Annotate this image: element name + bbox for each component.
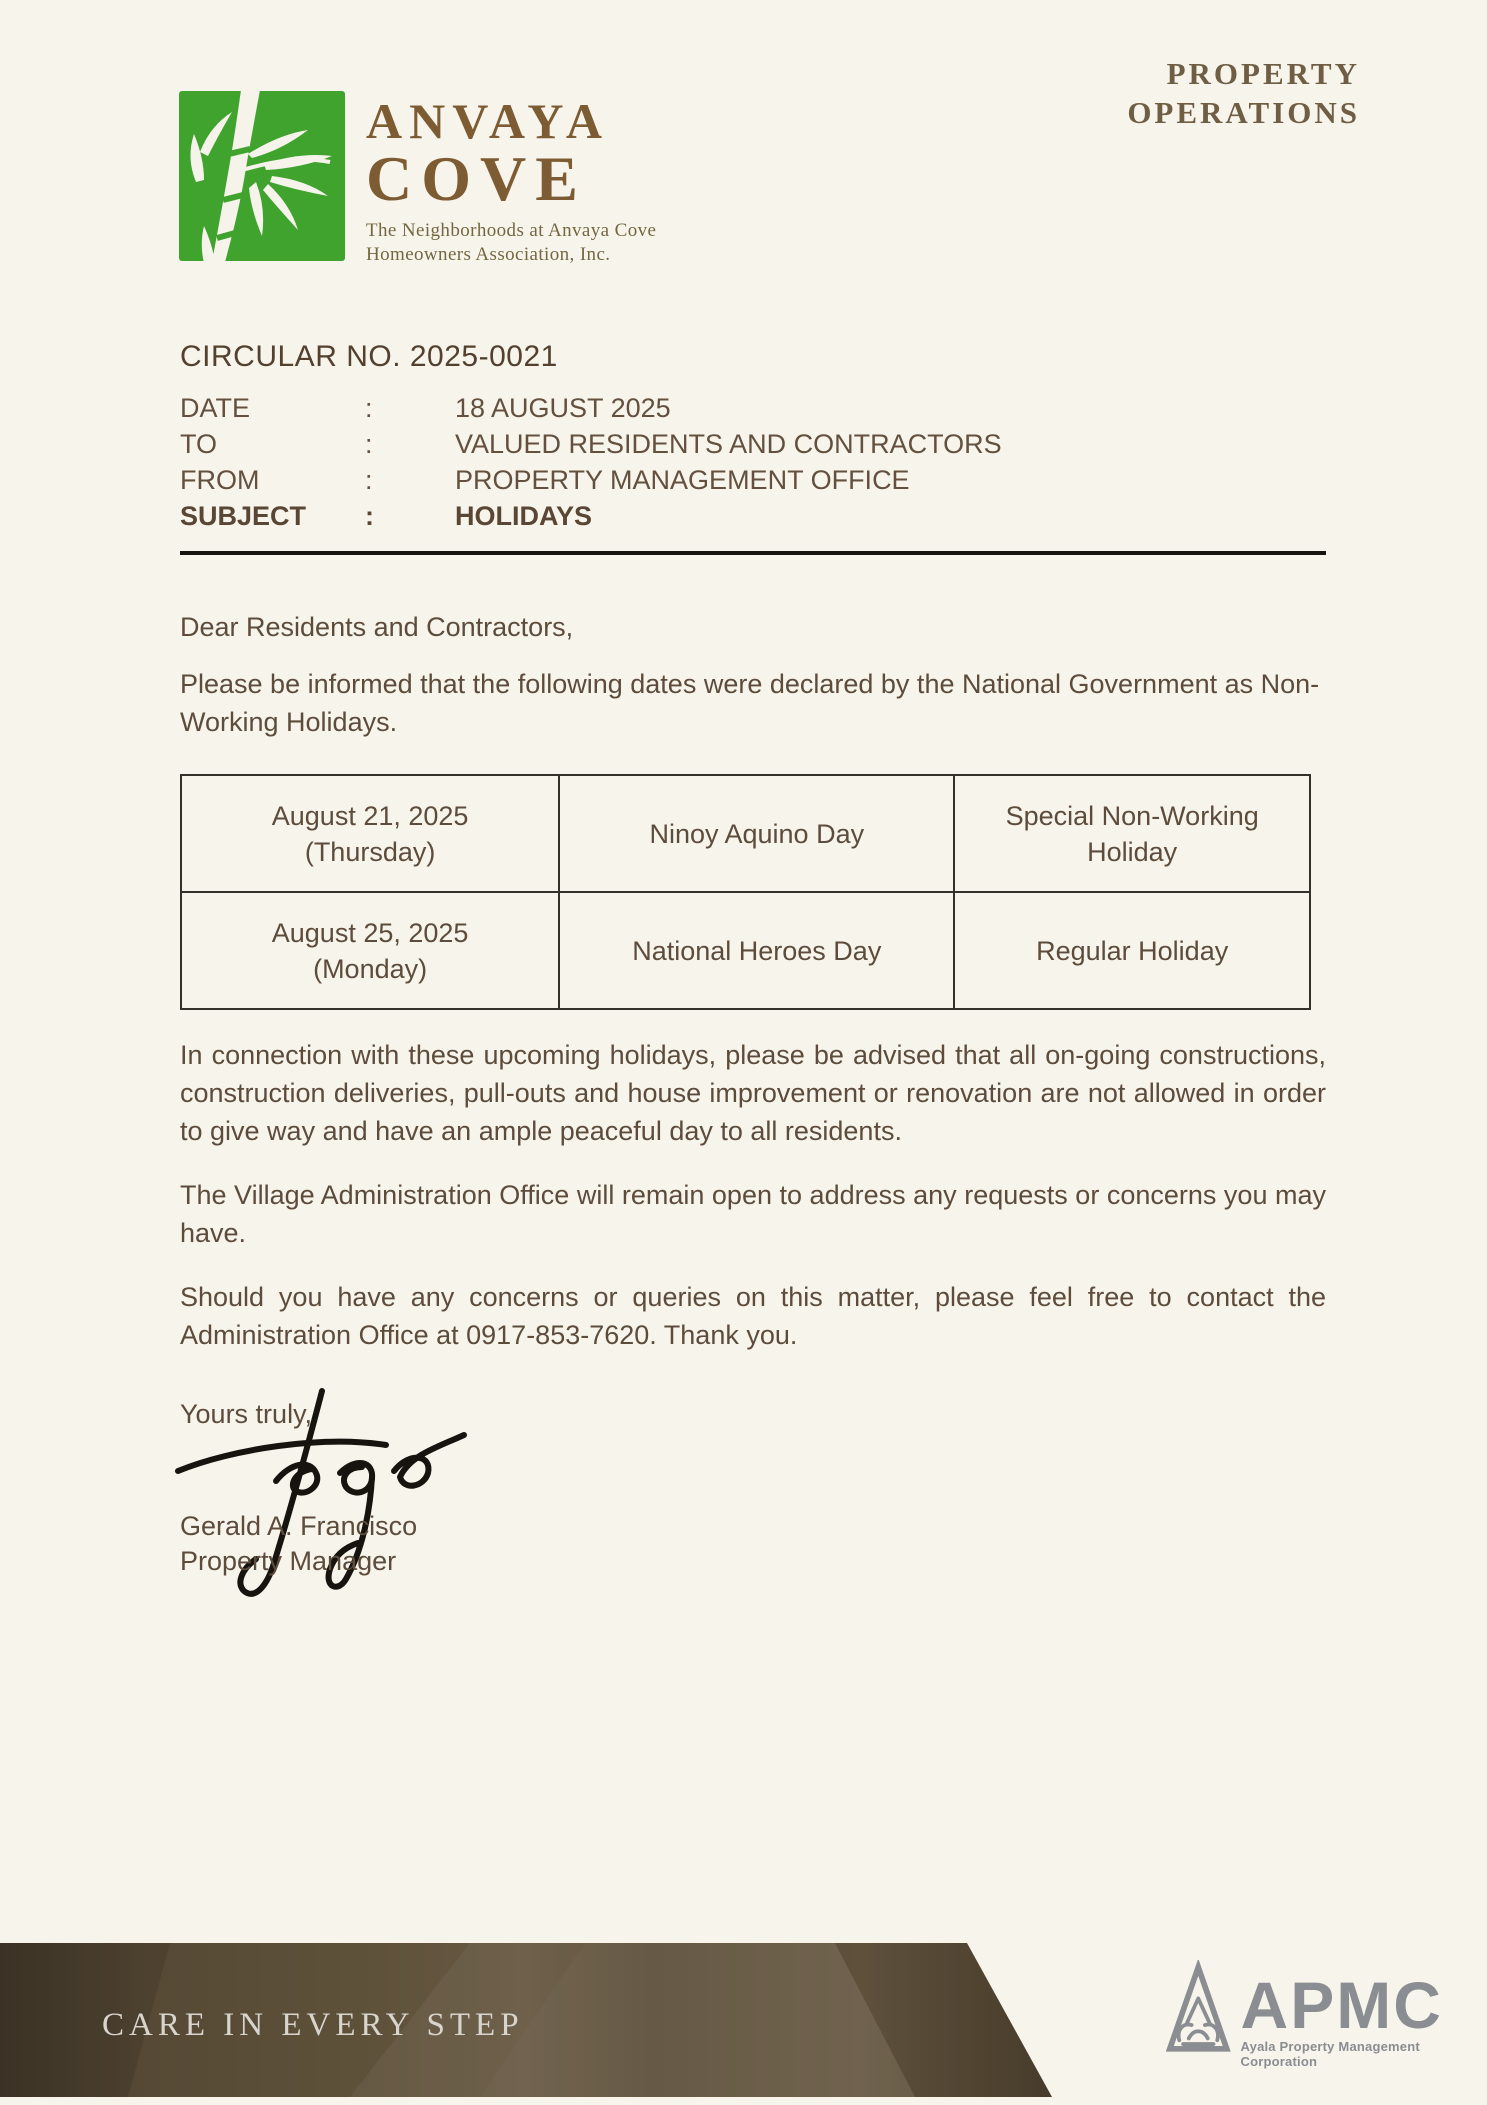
meta-value: VALUED RESIDENTS AND CONTRACTORS [455,429,1002,459]
apmc-text [1241,1960,1487,2069]
meta-row-date [180,390,1326,426]
salutation: Dear Residents and Contractors, [180,612,574,642]
apmc-triangle-icon [1166,1960,1231,2056]
meta-separator: : [365,465,373,495]
signatory-name: Gerald A. Francisco [180,1511,418,1541]
meta-value: 18 AUGUST 2025 [455,393,671,423]
brand-name-line2: COVE [366,143,587,214]
signatory-title: Property Manager [180,1546,397,1576]
holiday-type-cell: Special Non-Working Holiday [954,775,1310,892]
brand-text [366,90,656,267]
apmc-logo [1166,1960,1487,2069]
brand-tagline-line2: Homeowners Association, Inc. [366,244,611,265]
holiday-table [180,774,1311,1010]
holiday-day: (Thursday) [304,836,436,867]
holiday-date-cell [181,892,559,1009]
circular-number: CIRCULAR NO. 2025-0021 [180,340,558,373]
holiday-day: (Monday) [313,953,428,984]
meta-label: DATE [180,393,251,423]
paragraph-intro: Please be informed that the following dates were declared by the National Government as Non-Working Holidays. [180,669,1320,737]
apmc-wordmark: APMC [1240,1968,1443,2042]
holiday-date: August 21, 2025 [271,800,469,831]
department-title [1127,54,1360,132]
bamboo-icon [178,90,346,262]
meta-label: SUBJECT [180,501,307,531]
meta-fields [180,390,1326,534]
meta-separator: : [365,501,374,531]
paragraph-contact: Should you have any concerns or queries on this matter, please feel free to contact the Administration Office at 0917-853-7620. Thank you. [180,1282,1326,1350]
anvaya-cove-logo [178,90,656,267]
meta-row-subject [180,498,1326,534]
brand-tagline-line1: The Neighborhoods at Anvaya Cove [366,220,657,241]
brand-name-line1: ANVAYA [366,93,610,149]
holiday-date: August 25, 2025 [271,917,469,948]
holiday-type-cell: Regular Holiday [954,892,1310,1009]
meta-row-from [180,462,1326,498]
meta-value: HOLIDAYS [455,501,593,531]
signature-block [180,1437,1326,1597]
table-row [181,892,1310,1009]
apmc-tagline: Ayala Property Management Corporation [1240,2039,1420,2069]
meta-separator: : [365,393,373,423]
holiday-date-cell [181,775,559,892]
divider-rule [180,551,1326,555]
table-row [181,775,1310,892]
department-title-line2: OPERATIONS [1127,95,1360,130]
paragraph-office: The Village Administration Office will remain open to address any requests or concerns you may have. [180,1180,1326,1248]
meta-row-to [180,426,1326,462]
paragraph-construction: In connection with these upcoming holidays, please be advised that all on-going constructions, construction deliveries, pull-outs and house improvement or renovation are not allowed in order to give way and have an ample peaceful day to all residents. [180,1040,1326,1146]
meta-separator: : [365,429,373,459]
holiday-name-cell: National Heroes Day [559,892,954,1009]
meta-label: TO [180,429,218,459]
care-slogan: CARE IN EVERY STEP [102,2007,524,2043]
letter-content [180,336,1326,1597]
meta-label: FROM [180,465,260,495]
valediction: Yours truly, [180,1399,313,1429]
holiday-name-cell: Ninoy Aquino Day [559,775,954,892]
department-title-line1: PROPERTY [1166,56,1360,91]
brand-tagline [366,219,656,267]
meta-value: PROPERTY MANAGEMENT OFFICE [455,465,910,495]
